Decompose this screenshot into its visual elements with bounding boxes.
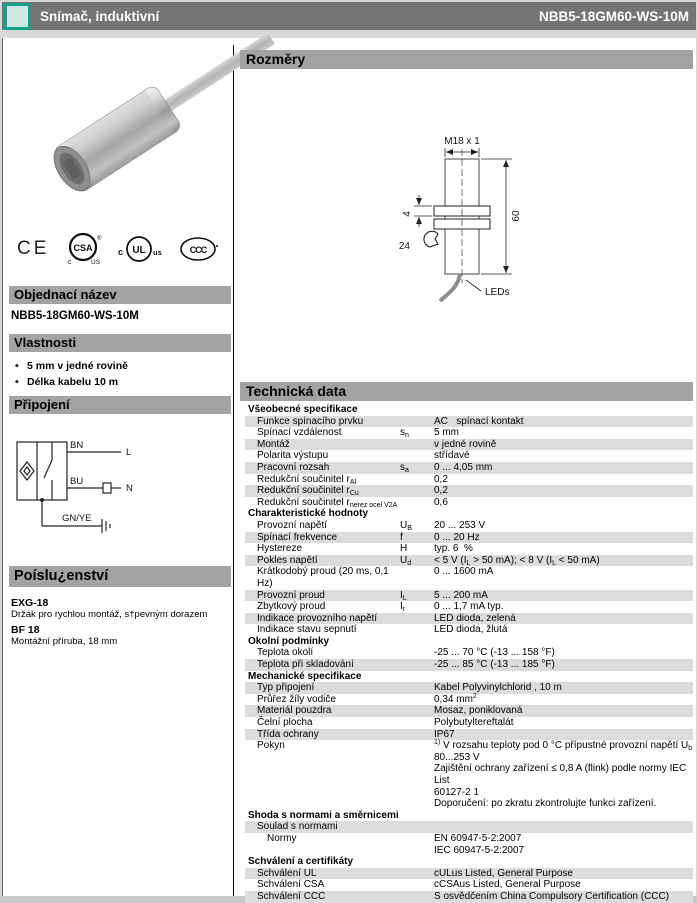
wire-label-gnye: GN/YE [62, 513, 92, 524]
ul-logo-icon [116, 233, 162, 265]
accessories-list [11, 594, 207, 648]
table-row [245, 705, 693, 717]
row-symbol [400, 740, 434, 810]
header-product-code: NBB5-18GM60-WS-10M [538, 8, 689, 24]
row-value [434, 821, 693, 833]
table-row [245, 868, 693, 880]
header-bar [2, 2, 696, 30]
row-label: Indikace provozního napětí [257, 612, 378, 624]
svg-text:c: c [117, 247, 123, 257]
section-bar-connection: Připojení [9, 396, 231, 414]
accessory-code: BF 18 [11, 624, 40, 636]
row-symbol [400, 497, 434, 509]
row-value: -25 ... 85 °C (-13 ... 185 °F) [434, 659, 555, 671]
table-row [245, 462, 693, 474]
table-row [245, 532, 693, 544]
wire-label-bu: BU [70, 476, 84, 487]
certification-logos [11, 226, 227, 272]
svg-text:CSA: CSA [73, 243, 93, 253]
ccc-logo-icon [177, 234, 221, 264]
row-label: Materiál pouzdra [257, 705, 332, 717]
row-symbol: $s_a$ [400, 461, 409, 474]
table-row [245, 474, 693, 486]
table-row [245, 647, 693, 659]
section-bar-accessories: Poíslu¿enství [9, 566, 231, 587]
svg-text:UL: UL [132, 245, 146, 256]
row-label: Teplota při skladování [257, 659, 354, 671]
row-label: Redukční součinitel $r_{Cu}$ [257, 485, 359, 498]
row-symbol [400, 682, 434, 694]
row-label: Montáž [257, 438, 290, 450]
row-value: 0 ... 20 Hz [434, 531, 480, 543]
svg-text:us: us [152, 248, 162, 257]
table-section-header: Shoda s normami a směrnicemi [248, 809, 399, 821]
row-symbol: $s_n$ [400, 427, 409, 440]
ce-mark-icon: CE [17, 238, 50, 259]
row-label: Teplota okolí [257, 647, 314, 659]
accessory-code: EXG-18 [11, 597, 49, 609]
row-value: S osvědčením China Compulsory Certification (CCC) [434, 890, 670, 902]
table-row [245, 439, 693, 451]
features-list [13, 358, 128, 390]
row-value: Polybutyltereftalát [434, 717, 514, 729]
row-label: Redukční součinitel $r_{nerez ocel V2A}$ [257, 496, 398, 509]
table-row [245, 497, 693, 509]
table-row [245, 555, 693, 567]
row-label: Pokyn [257, 740, 285, 752]
row-value: LED dioda, zelená [434, 612, 516, 624]
feature-item: • 5 mm v jedné rovině [13, 358, 128, 374]
row-value: Mosaz, poniklovaná [434, 705, 523, 717]
row-label: Schválení CSA [257, 879, 325, 891]
table-row [245, 590, 693, 602]
page-title: Snímač, induktivní [40, 8, 160, 24]
row-symbol: $U_B$ [400, 519, 412, 532]
table-row [245, 740, 693, 810]
row-label: Spínací vzdálenost [257, 427, 342, 439]
row-value: střídavé [434, 450, 470, 462]
dim-label-length: 60 [511, 210, 522, 222]
row-value: 0,2 [434, 485, 448, 497]
table-section-header: Schválení a certifikáty [248, 856, 354, 868]
row-symbol: $U_d$ [400, 554, 412, 567]
row-label: Typ připojení [257, 682, 315, 694]
row-value: LED dioda, žlutá [434, 624, 508, 636]
row-symbol [400, 821, 434, 833]
table-row [245, 833, 693, 856]
column-divider [233, 45, 234, 896]
left-column [7, 38, 231, 896]
accessory-desc: Montážní příruba, 18 mm [11, 636, 118, 647]
accessory-desc: Držák pro rychlou montáž, s†pevným dorazem [11, 609, 208, 620]
row-value: IP67 [434, 728, 455, 740]
table-section-header: Všeobecné specifikace [248, 404, 358, 415]
svg-text:c: c [67, 259, 72, 266]
row-value: 0 ... 4,05 mm [434, 461, 493, 473]
table-row [245, 729, 693, 741]
row-value: -25 ... 70 °C (-13 ... 158 °F) [434, 647, 555, 659]
row-label: Schválení CCC [257, 890, 326, 902]
row-symbol [400, 647, 434, 659]
table-row [245, 682, 693, 694]
row-value: 0,34 $mm^2$ [434, 692, 477, 705]
table-row [245, 416, 693, 428]
svg-text:CCC: CCC [189, 245, 207, 255]
row-symbol [400, 891, 434, 903]
row-symbol [400, 613, 434, 625]
row-symbol [400, 879, 434, 891]
row-symbol: $I_L$ [400, 589, 407, 602]
row-symbol [400, 729, 434, 741]
row-value: 5 ... 200 mA [434, 589, 488, 601]
dim-label-thread: M18 x 1 [444, 136, 480, 147]
row-symbol: H [400, 543, 408, 555]
row-label: Indikace stavu sepnutí [257, 624, 357, 636]
table-row [245, 601, 693, 613]
row-label: Pracovní rozsah [257, 461, 330, 473]
feature-item: • Délka kabelu 10 m [13, 374, 128, 390]
row-value: 5 mm [434, 427, 459, 439]
dim-label-leds: LEDs [485, 287, 510, 298]
row-label: Průřez žíly vodiče [257, 693, 336, 705]
row-symbol [400, 624, 434, 636]
row-symbol [400, 416, 434, 428]
row-symbol [400, 705, 434, 717]
table-row [245, 566, 693, 589]
table-section-header: Charakteristické hodnoty [248, 508, 369, 520]
row-label: Třída ochrany [257, 728, 319, 740]
brand-accent-icon [4, 3, 31, 30]
row-value: 0 ... 1600 mA [434, 566, 494, 578]
row-symbol: f [400, 531, 403, 543]
row-value: typ. 6 % [434, 543, 473, 555]
table-row [245, 821, 693, 833]
row-symbol [400, 659, 434, 671]
table-section-header: Okolní podmínky [248, 635, 330, 647]
table-row [245, 520, 693, 532]
table-row [245, 543, 693, 555]
row-label: Čelní plocha [257, 717, 313, 729]
row-value: $^{1)}$ V rozsahu teploty pod 0 °C přípustné provozní napětí $U_b$ 80...253 V Zajištění ochrany zařízení ≤ 0,8 A (flink) podle normy IEC List 60127-2 1 Doporučení: po zkratu zkontrolujte funkci zařízení. [434, 739, 693, 810]
wrench-icon [424, 231, 438, 247]
csa-logo-icon [65, 231, 101, 267]
row-value: Kabel Polyvinylchlorid , 10 m [434, 682, 562, 694]
section-bar-dimensions: Rozměry [240, 50, 693, 69]
dim-label-nut: 4 [402, 211, 413, 217]
row-symbol [400, 717, 434, 729]
row-label: Funkce spínacího prvku [257, 415, 364, 427]
wire-label-bn: BN [70, 440, 84, 451]
dim-label-wrench: 24 [398, 241, 410, 252]
row-symbol [400, 833, 434, 856]
row-label: Polarita výstupu [257, 450, 329, 462]
row-value: 20 ... 253 V [434, 519, 486, 531]
table-row [245, 891, 693, 903]
row-symbol [400, 485, 434, 497]
sensor-symbol-icon [20, 462, 34, 480]
row-symbol [400, 868, 434, 880]
product-photo [11, 46, 227, 218]
wiring-diagram [7, 426, 223, 551]
wire-label-n: N [126, 483, 133, 494]
row-symbol: $I_r$ [400, 601, 406, 614]
table-row [245, 694, 693, 706]
table-row [245, 613, 693, 625]
section-bar-features: Vlastnosti [9, 334, 231, 352]
svg-text:®: ® [96, 236, 102, 242]
row-symbol [400, 694, 434, 706]
svg-text:US: US [90, 259, 100, 266]
row-value: v jedné rovině [434, 438, 497, 450]
row-label: Hystereze [257, 543, 303, 555]
row-symbol [400, 474, 434, 486]
row-label: Pokles napětí [257, 554, 318, 566]
section-bar-technical-data: Technická data [240, 382, 693, 401]
table-row [245, 450, 693, 462]
right-column [240, 50, 693, 903]
table-row [245, 427, 693, 439]
section-bar-order: Objednací název [9, 286, 231, 304]
row-value: cULus Listed, General Purpose [434, 867, 573, 879]
table-section-header: Mechanické specifikace [248, 670, 362, 682]
content-area [2, 38, 696, 902]
row-symbol [400, 439, 434, 451]
row-label: Provozní proud [257, 589, 325, 601]
row-label: Spínací frekvence [257, 531, 338, 543]
row-label: Zbytkový proud [257, 601, 326, 613]
row-symbol [400, 566, 434, 589]
row-value: 0,2 [434, 473, 448, 485]
row-value: EN 60947-5-2:2007 IEC 60947-5-2:2007 [434, 832, 525, 856]
order-code: NBB5-18GM60-WS-10M [11, 310, 139, 322]
table-row [245, 624, 693, 636]
row-value: 0 ... 1,7 mA typ. [434, 601, 504, 613]
table-row [245, 879, 693, 891]
row-label: Soulad s normami [257, 821, 338, 833]
row-label: Redukční součinitel $r_{Al}$ [257, 473, 357, 486]
drawing-cable [440, 274, 460, 301]
tech-table [245, 404, 693, 903]
dimension-drawing-area [240, 69, 693, 382]
table-row [245, 485, 693, 497]
row-value: cCSAus Listed, General Purpose [434, 879, 581, 891]
row-value: AC spínací kontakt [434, 415, 524, 427]
dimension-drawing [240, 135, 692, 375]
row-label: Schválení UL [257, 867, 317, 879]
row-value: < 5 V ($I_L > 50$ mA); < 8 V ($I_L < 50$ mA) [434, 554, 600, 567]
row-value: 0,6 [434, 496, 448, 508]
row-label: Normy [267, 832, 297, 844]
row-label: Krátkodobý proud (20 ms, 0,1 Hz) [257, 566, 392, 589]
row-symbol [400, 450, 434, 462]
wire-label-l: L [126, 447, 132, 458]
row-label: Provozní napětí [257, 519, 328, 531]
table-row [245, 717, 693, 729]
table-row [245, 659, 693, 671]
